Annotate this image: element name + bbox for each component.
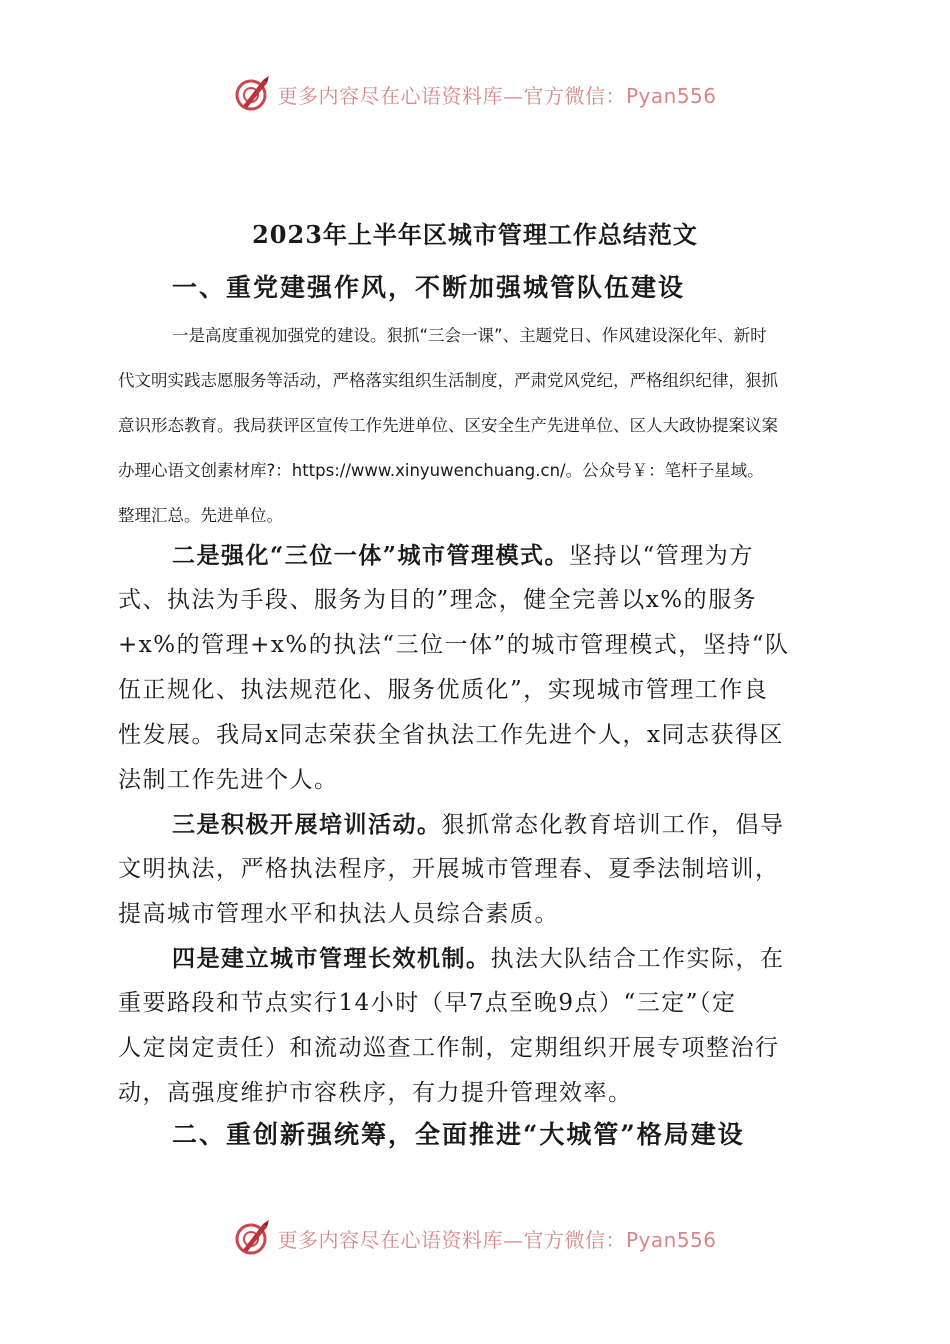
banner-text: 更多内容尽在心语资料库—官方微信：Pyan556	[277, 1227, 717, 1252]
footer-banner	[0, 1214, 950, 1262]
banner-text: 更多内容尽在心语资料库—官方微信：Pyan556	[277, 83, 717, 108]
paragraph-line: 执法大队结合工作实际，在	[490, 946, 785, 972]
paragraph-line: 人定岗定责任）和流动巡查工作制，定期组织开展专项整治行	[118, 1035, 780, 1061]
paragraph-lead: 三是积极开展培训活动。	[172, 811, 442, 838]
brush-logo-icon	[233, 1218, 273, 1258]
paragraph-1	[118, 313, 824, 538]
header-banner	[0, 70, 950, 118]
paragraph-line: +x%的管理+x%的执法“三位一体”的城市管理模式，坚持“队	[118, 632, 790, 658]
paragraph-line: 提高城市管理水平和执法人员综合素质。	[118, 901, 559, 927]
wechat-id: Pyan556	[625, 83, 717, 108]
paragraph-line: 整理汇总。先进单位。	[118, 506, 283, 525]
paragraph-4	[118, 936, 828, 1116]
paragraph-line: 坚持以“管理为方	[568, 543, 754, 569]
paragraph-line: 式、执法为手段、服务为目的”理念，健全完善以x%的服务	[118, 587, 758, 613]
paragraph-line: 文明执法，严格执法程序，开展城市管理春、夏季法制培训，	[118, 856, 780, 882]
section-heading-2: 二、重创新强统筹，全面推进“大城管”格局建设	[172, 1120, 745, 1149]
paragraph-lead: 四是建立城市管理长效机制。	[172, 945, 491, 972]
paragraph-line: 代文明实践志愿服务等活动，严格落实组织生活制度，严肃党风党纪，严格组织纪律，狠抓	[118, 371, 778, 390]
section-heading-1: 一、重党建强作风，不断加强城管队伍建设	[172, 273, 686, 302]
paragraph-line: 动，高强度维护市容秩序，有力提升管理效率。	[118, 1080, 633, 1106]
paragraph-line: 意识形态教育。我局获评区宣传工作先进单位、区安全生产先进单位、区人大政协提案议案	[118, 416, 778, 435]
paragraph-line: 性发展。我局x同志荣获全省执法工作先进个人，x同志获得区	[118, 722, 784, 748]
document-title: 2023年上半年区城市管理工作总结范文	[252, 220, 698, 249]
paragraph-line: 伍正规化、执法规范化、服务优质化”，实现城市管理工作良	[118, 677, 769, 703]
paragraph-line: 办理心语文创素材库?：https://www.xinyuwenchuang.cn/。公众号￥：笔杆子星域。	[118, 461, 764, 480]
paragraph-line: 法制工作先进个人。	[118, 767, 339, 793]
paragraph-lead: 二是强化“三位一体”城市管理模式。	[172, 542, 569, 569]
paragraph-3	[118, 802, 828, 937]
paragraph-2	[118, 533, 828, 803]
wechat-id: Pyan556	[625, 1227, 717, 1252]
brush-logo-icon	[233, 74, 273, 114]
paragraph-line: 重要路段和节点实行14小时（早7点至晚9点）“三定”（定	[118, 990, 737, 1016]
paragraph-line: 狠抓常态化教育培训工作，倡导	[441, 812, 785, 838]
paragraph-line: 一是高度重视加强党的建设。狠抓“三会一课”、主题党日、作风建设深化年、新时	[172, 326, 767, 345]
